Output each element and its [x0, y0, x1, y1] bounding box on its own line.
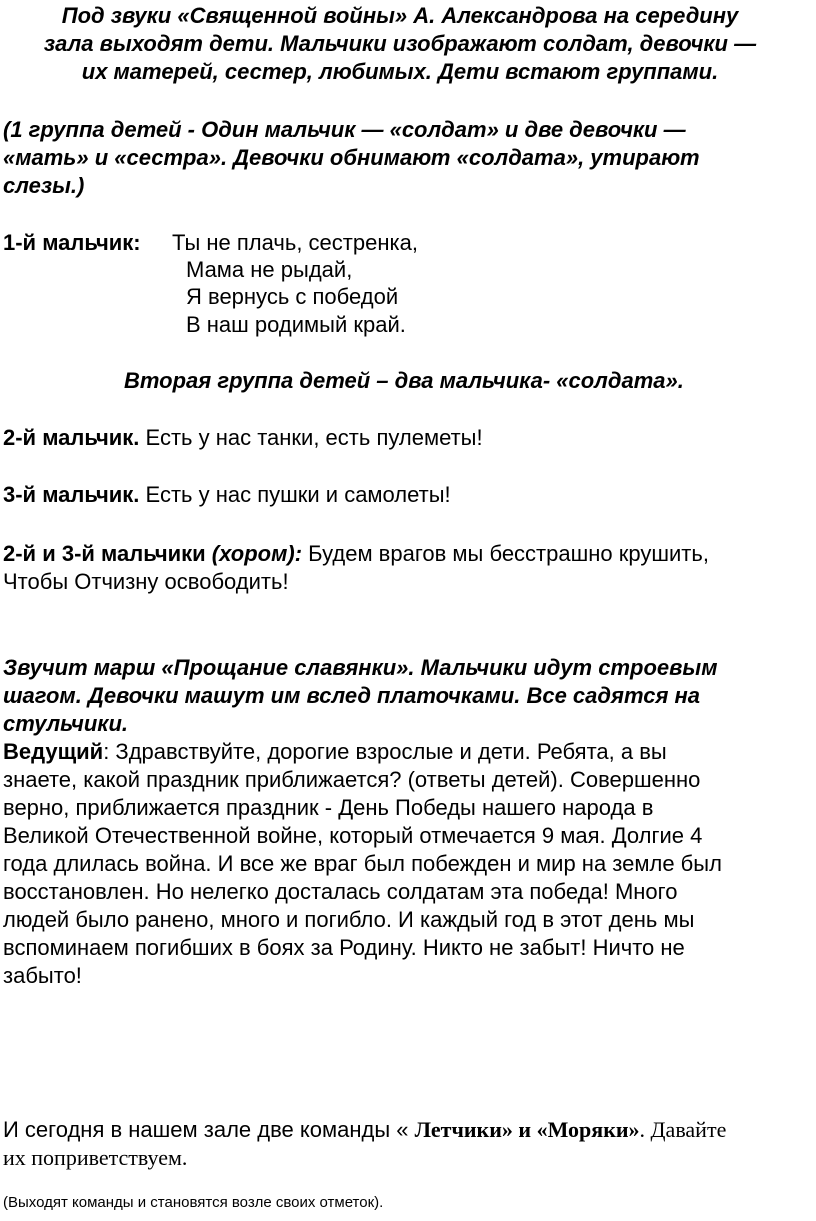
host-line: [3, 738, 813, 766]
team2-name: Моряки»: [547, 1117, 640, 1142]
march-note: [3, 654, 803, 738]
teams-line-2: их поприветствуем.: [3, 1145, 188, 1170]
teams-text-part3: .: [639, 1117, 646, 1142]
host-line: Великой Отечественной войне, который отмечается 9 мая. Долгие 4: [3, 823, 703, 848]
host-speech: [3, 738, 813, 990]
host-line: людей было ранено, много и погибло. И каждый год в этот день мы: [3, 907, 695, 932]
boy1-speaker: 1-й мальчик:: [3, 230, 141, 255]
boy1-verse-line: Я вернусь с победой: [186, 284, 399, 309]
boy1-verse-line: Ты не плачь, сестренка,: [172, 230, 418, 255]
host-line: знаете, какой праздник приближается? (ответы детей). Совершенно: [3, 767, 701, 792]
boy3-text: Есть у нас пушки и самолеты!: [139, 482, 451, 507]
march-note-line: Звучит марш «Прощание славянки». Мальчики идут строевым: [3, 655, 718, 680]
chorus-text: Будем врагов мы бесстрашно крушить,: [302, 541, 709, 566]
footer-note: (Выходят команды и становятся возле своих отметок).: [3, 1194, 384, 1211]
boy2-text: Есть у нас танки, есть пулеметы!: [139, 425, 483, 450]
march-note-line: стульчики.: [3, 711, 128, 736]
host-line: забыто!: [3, 963, 82, 988]
group1-note-line: (1 группа детей - Один мальчик — «солдат» и две девочки —: [3, 117, 686, 142]
chorus-line: [3, 540, 709, 568]
group1-note: [3, 116, 803, 200]
boy1-verse-line: Мама не рыдай,: [186, 257, 353, 282]
teams-text-part1: И сегодня в нашем зале две команды «: [3, 1117, 415, 1142]
group1-note-line: «мать» и «сестра». Девочки обнимают «солдата», утирают: [3, 145, 700, 170]
intro-line: их матерей, сестер, любимых. Дети встают группами.: [81, 59, 719, 84]
intro-line: зала выходят дети. Мальчики изображают солдат, девочки —: [43, 31, 757, 56]
chorus-mode: (хором):: [205, 541, 303, 566]
team1-name: Летчики: [414, 1117, 502, 1142]
group1-note-line: слезы.): [3, 173, 85, 198]
boy2-speaker: 2-й мальчик.: [3, 425, 140, 450]
chorus-line-2: Чтобы Отчизну освободить!: [3, 569, 289, 594]
boy3-speaker: 3-й мальчик.: [3, 482, 140, 507]
teams-text-part4: Давайте: [645, 1117, 727, 1142]
march-note-line: шагом. Девочки машут им вслед платочками. Все садятся на: [3, 683, 701, 708]
host-line: верно, приближается праздник - День Победы нашего народа в: [3, 795, 654, 820]
chorus-speaker: 2-й и 3-й мальчики: [3, 541, 206, 566]
intro-stage-direction: [0, 2, 800, 86]
host-line: года длилась война. И все же враг был побежден и мир на земле был: [3, 851, 722, 876]
boy3-line: [3, 481, 451, 509]
host-speaker: Ведущий: [3, 739, 104, 764]
boy1-verse-line: В наш родимый край.: [186, 312, 406, 337]
teams-line: [3, 1116, 726, 1144]
intro-line: Под звуки «Священной войны» А. Александрова на середину: [61, 3, 739, 28]
host-line: вспоминаем погибших в боях за Родину. Никто не забыт! Ничто не: [3, 935, 685, 960]
boy2-line: [3, 424, 483, 452]
group2-note: Вторая группа детей – два мальчика- «солдата».: [124, 368, 684, 393]
host-text: : Здравствуйте, дорогие взрослые и дети. Ребята, а вы: [103, 739, 667, 764]
host-line: восстановлен. Но нелегко досталась солдатам эта победа! Много: [3, 879, 678, 904]
teams-text-part2: » и «: [501, 1117, 548, 1142]
